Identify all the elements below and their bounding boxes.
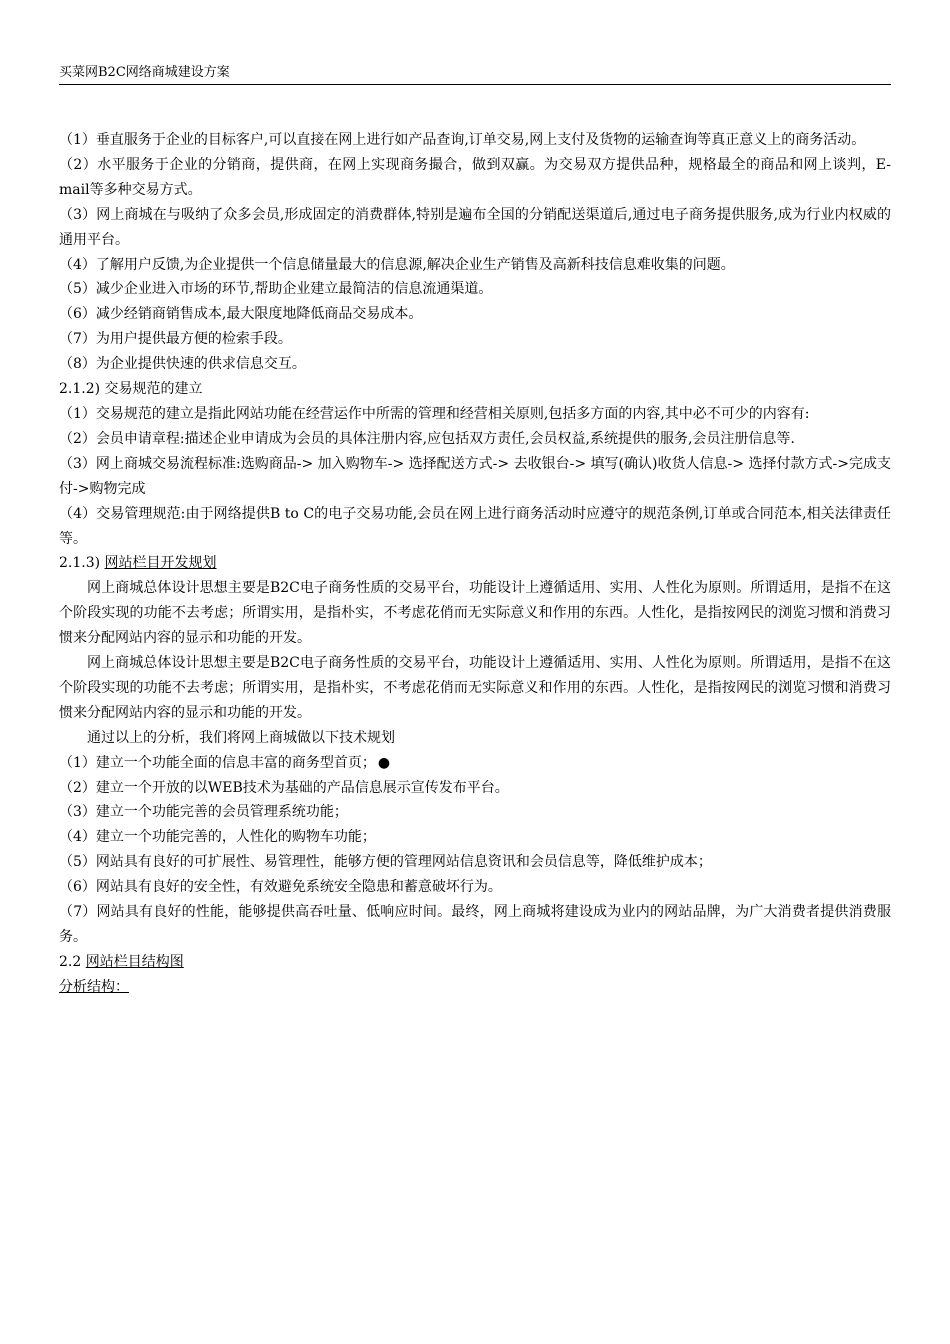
heading-link-column-planning[interactable]: 网站栏目开发规划 — [104, 555, 217, 572]
subheading-link[interactable]: 分析结构： — [59, 978, 129, 995]
section-heading-column-planning — [59, 551, 891, 576]
list-item: （6）网站具有良好的安全性，有效避免系统安全隐患和蓄意破坏行为。 — [59, 879, 502, 896]
header-title: 买菜网B2C网络商城建设方案 — [59, 65, 230, 80]
heading-number: 2.1.3) — [59, 555, 105, 572]
list-item-text: （1）建立一个功能全面的信息丰富的商务型首页； — [59, 754, 376, 771]
section-heading-trade-rules: 2.1.2) 交易规范的建立 — [59, 381, 203, 398]
list-item: （4）建立一个功能完善的，人性化的购物车功能； — [59, 829, 376, 846]
list-item: （3）建立一个功能完善的会员管理系统功能； — [59, 804, 348, 821]
list-item: （5）网站具有良好的可扩展性、易管理性，能够方便的管理网站信息资讯和会员信息等，降低维护成本； — [59, 854, 712, 871]
list-item: （3）网上商城在与吸纳了众多会员,形成固定的消费群体,特别是遍布全国的分销配送渠道后,通过电子商务提供服务,成为行业内权威的通用平台。 — [59, 206, 891, 248]
list-item: （2）水平服务于企业的分销商，提供商，在网上实现商务撮合，做到双赢。为交易双方提供品种，规格最全的商品和网上谈判，E-mail等多种交易方式。 — [59, 156, 891, 198]
list-item: （7）网站具有良好的性能，能够提供高吞吐量、低响应时间。最终，网上商城将建设成为业内的网站品牌，为广大消费者提供消费服务。 — [59, 904, 891, 945]
list-item: （3）网上商城交易流程标准:选购商品-> 加入购物车-> 选择配送方式-> 去收银台-> 填写(确认)收货人信息-> 选择付款方式->完成支付->购物完成 — [59, 455, 891, 497]
list-item: （4）交易管理规范:由于网络提供B to C的电子交易功能,会员在网上进行商务活动时应遵守的规范条例,订单或合同范本,相关法律责任等。 — [59, 505, 891, 547]
list-item: （1）交易规范的建立是指此网站功能在经营运作中所需的管理和经营相关原则,包括多方面的内容,其中必不可少的内容有: — [59, 405, 810, 422]
body-paragraph: 网上商城总体设计思想主要是B2C电子商务性质的交易平台，功能设计上遵循适用、实用、人性化为原则。所谓适用，是指不在这个阶段实现的功能不去考虑；所谓实用，是指朴实，不考虑花俏而无实际意义和作用的东西。人性化，是指按网民的浏览习惯和消费习惯来分配网站内容的显示和功能的开发。 — [59, 580, 891, 647]
body-paragraph: 通过以上的分析，我们将网上商城做以下技术规划 — [87, 729, 395, 746]
heading-link-structure-chart[interactable]: 网站栏目结构图 — [85, 953, 184, 970]
heading-number: 2.2 — [59, 953, 86, 970]
bullet-icon: ● — [377, 754, 391, 771]
list-item: （8）为企业提供快速的供求信息交互。 — [59, 356, 306, 373]
body-paragraph: 网上商城总体设计思想主要是B2C电子商务性质的交易平台，功能设计上遵循适用、实用、人性化为原则。所谓适用，是指不在这个阶段实现的功能不去考虑；所谓实用，是指朴实，不考虑花俏而无实际意义和作用的东西。人性化，是指按网民的浏览习惯和消费习惯来分配网站内容的显示和功能的开发。 — [59, 655, 891, 721]
section-heading-structure-chart — [59, 950, 891, 975]
list-item — [59, 751, 891, 776]
list-item: （6）减少经销商销售成本,最大限度地降低商品交易成本。 — [59, 306, 423, 323]
list-item: （2）建立一个开放的以WEB技术为基础的产品信息展示宣传发布平台。 — [59, 779, 509, 796]
page-header — [59, 64, 891, 85]
subheading-analysis-structure — [59, 975, 891, 1000]
list-item: （1）垂直服务于企业的目标客户,可以直接在网上进行如产品查询,订单交易,网上支付及货物的运输查询等真正意义上的商务活动。 — [59, 132, 866, 148]
list-item: （7）为用户提供最方便的检索手段。 — [59, 331, 292, 348]
list-item: （2）会员申请章程:描述企业申请成为会员的具体注册内容,应包括双方责任,会员权益,系统提供的服务,会员注册信息等. — [59, 430, 795, 447]
list-item: （5）减少企业进入市场的环节,帮助企业建立最简洁的信息流通渠道。 — [59, 281, 493, 298]
document-body — [59, 128, 891, 1000]
list-item: （4）了解用户反馈,为企业提供一个信息储量最大的信息源,解决企业生产销售及高新科技信息难收集的问题。 — [59, 256, 735, 273]
